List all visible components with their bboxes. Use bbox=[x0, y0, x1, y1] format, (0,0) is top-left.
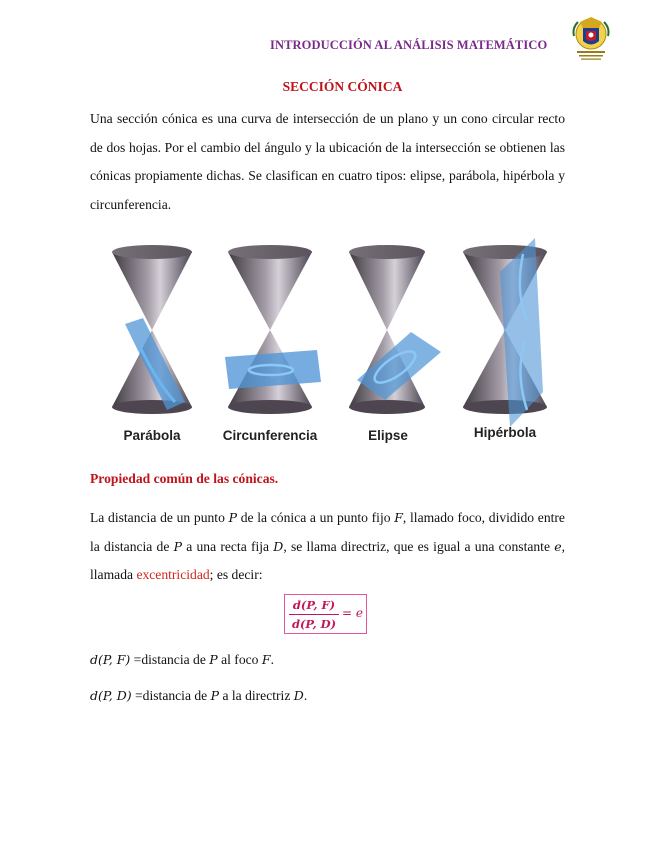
label-parabola: Parábola bbox=[123, 428, 181, 443]
property-paragraph: La distancia de un punto P de la cónica a un punto fijo F, llamado foco, dividido entre la distancia de P a una recta fija D, se llama directriz, que es igual a una constante e, llamada excentricidad; es decir: bbox=[90, 510, 566, 582]
label-hyperbola: Hipérbola bbox=[473, 425, 537, 440]
conic-sections-figure bbox=[95, 232, 560, 447]
university-crest-logo bbox=[568, 14, 614, 62]
section-title: SECCIÓN CÓNICA bbox=[282, 79, 403, 94]
cone-hyperbola bbox=[463, 238, 547, 427]
eccentricity-highlight: excentricidad bbox=[136, 567, 210, 582]
cone-parabola bbox=[112, 245, 192, 414]
eccentricity-formula bbox=[284, 594, 367, 634]
label-circumference: Circunferencia bbox=[222, 428, 318, 443]
intro-paragraph: Una sección cónica es una curva de intersección de un plano y un cono circular recto de dos hojas. Por el cambio del ángulo y la ubicación de la intersección se obtienen las cónicas propiamente dichas. Se clasifican en cuatro tipos: elipse, parábola, hipérbola y circunferencia. bbox=[90, 111, 565, 212]
cone-circumference bbox=[225, 245, 321, 414]
definition-line-directrix: d(P, D) =distancia de P a la directriz D. bbox=[90, 688, 308, 703]
header-title: INTRODUCCIÓN AL ANÁLISIS MATEMÁTICO bbox=[270, 38, 548, 52]
cone-ellipse bbox=[349, 245, 441, 414]
formula-numerator: d(P, F) bbox=[292, 598, 336, 612]
definition-line-focus: d(P, F) =distancia de P al foco F. bbox=[90, 652, 274, 667]
formula-denominator: d(P, D) bbox=[291, 617, 337, 631]
property-title: Propiedad común de las cónicas. bbox=[90, 471, 279, 486]
formula-equals: = e bbox=[342, 606, 363, 620]
label-ellipse: Elipse bbox=[368, 428, 408, 443]
